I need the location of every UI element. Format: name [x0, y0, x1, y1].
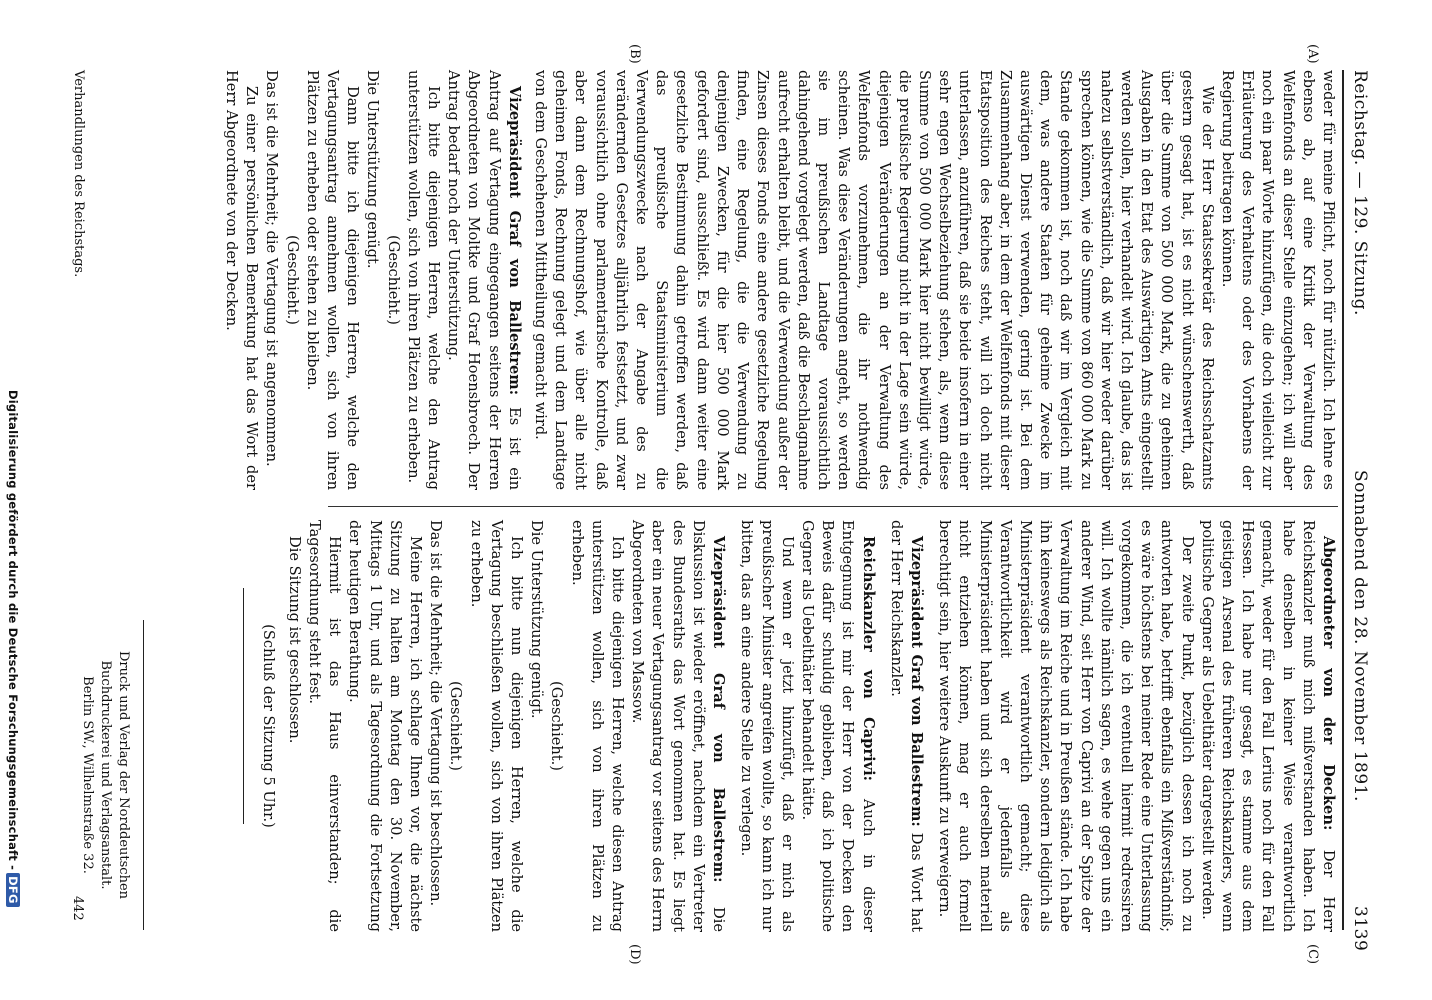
session-end: (Schluß der Sitzung 5 Uhr.): [259, 624, 277, 828]
paragraph: Ich bitte nun diejenigen Herren, welche die Vertagung beschließen wollen, sich von ihren Plätzen zu erheben.: [467, 520, 526, 932]
stage-direction: (Geschieht.): [384, 235, 402, 325]
paragraph: Und wenn er jetzt hinzufügt, daß er mich als preußischer Minister angreifen wollte, so kann ich nur bitten, das an eine andere Stelle zu verlegen.: [738, 520, 796, 932]
speech-text: Die Diskussion ist wieder eröffnet, nachdem ein Vertreter des Bundesraths das Wort genommen hat. Es liegt aber ein neuer Vertagungsantrag vor seitens des Herrn Abgeordneten von Massow.: [629, 520, 728, 933]
sheet-number: 442: [70, 896, 85, 921]
paragraph: Wie der Herr Staatssekretär des Reichsschatzamts gestern gesagt hat, ist es nicht wünschenswerth, daß über die Summe von 500 000 Mark, die zu geheimen Ausgaben in den Etat des Auswärtigen Amts eingestellt werden sollen, hier verhandelt wird. Ich glaube, das ist nahezu selbstverständlich, daß wir hier weder darüber sprechen können, wie die Summe von 860 000 Mark zu Stande gekommen ist, noch daß wir im Vergleich mit dem, was andere Staaten für geheime Zwecke im auswärtigen Dienst verwenden, gering ist. Bei dem Zusammenhang aber, in dem der Welfenfonds mit dieser Etatsposition des Reiches steht, will ich doch nicht unterlassen, anzuführen, daß sie beide insofern in einer sehr engen Wechselbeziehung stehen, als, wenn diese Summe von 500 000 Mark hier nicht bewilligt würde, die preußische Regierung nicht in der Lage sein würde, diejenigen Veränderungen an der Verwaltung des Welfenfonds vorzunehmen, die ihr nothwendig scheinen. Was diese Veränderungen angeht, so werden sie im preußischen Landtage voraussichtlich dahingehend vorgelegt werden, daß die Beschlagnahme aufrecht erhalten bleibt, und die Verwendung außer der Zinsen dieses Fonds eine andere gesetzliche Regelung finden, eine Regelung, die die Verwendung zu denjenigen Zwecken, für die hier 500 000 Mark gefordert sind, ausschließt. Es wird dann weiter eine gesetzliche Bestimmung dahin getroffen werden, daß das preußische Staatsministerium die Verwendungszwecke nach der Angabe des zu verändernden Gesetzes alljährlich festsetzt, und zwar voraussichtlich ohne parlamentarische Kontrolle, daß aber dann dem Rechnungshof, wie über alle nicht geheimen Fonds, Rechnung gelegt und dem Landtage von dem Geschehenen Mittheilung gemacht wird.: [532, 70, 1216, 490]
running-header-left: Reichstag. — 129. Sitzung.: [1350, 70, 1370, 316]
paragraph: Das ist die Mehrheit; die Vertagung ist angenommen.: [263, 70, 281, 467]
stage-direction: (Geschieht.): [447, 681, 465, 771]
speaker-name: Reichskanzler von Caprivi:: [859, 536, 877, 782]
paragraph: Ich bitte diejenigen Herren, welche diesen Antrag unterstützen wollen, sich von ihren Plätzen zu erheben.: [568, 520, 627, 932]
printer-imprint: [78, 620, 132, 930]
paragraph: Die Unterstützung genügt.: [528, 520, 546, 719]
page-number: 3139: [1350, 906, 1370, 952]
dfg-logo: DFG: [6, 873, 20, 906]
margin-mark-a: (A): [1305, 44, 1320, 64]
paragraph: weder für meine Pflicht, noch für nützlich. Ich lehne es ebenso ab, auf eine Kritik der Verwaltung des Welfenfonds an dieser Stelle einzugehen; ich will aber noch ein paar Worte hinzufügen, die doch vielleicht zur Erläuterung des Verhaltens oder des Vorhabens der Regierung beitragen können.: [1218, 70, 1337, 490]
paragraph: Hiermit ist das Haus einverstanden; die Tagesordnung steht fest.: [306, 520, 344, 932]
header-rule: [1343, 70, 1345, 930]
paragraph: Die Unterstützung genügt.: [364, 70, 382, 269]
printer-line-2: Berlin SW., Wilhelmstraße 32.: [80, 676, 95, 874]
speech-text: Der Herr Reichskanzler muß mich mißverstanden haben. Ich habe denselben in keiner Weise verantwortlich gemacht, weder für den Fall Lerius noch für den Fall Hessen. Ich habe nur gesagt, es stamme aus dem geistigen Arsenal des früheren Reichskanzlers, wenn politische Gegner als Uebelthäter dargestellt werden.: [1198, 520, 1337, 932]
paragraph: Meine Herren, ich schlage Ihnen vor, die nächste Sitzung zu halten am Montag den 30. November, Mittags 1 Uhr, und als Tagesordnung die Fortsetzung der heutigen Berathung.: [346, 520, 425, 932]
paragraph: Dann bitte ich diejenigen Herren, welche den Vertagungsantrag annehmen wollen, sich von ihren Plätzen zu erheben oder stehen zu bleiben.: [303, 70, 362, 490]
paragraph: Ich bitte diejenigen Herren, welche den Antrag unterstützen wollen, sich von ihren Plätzen zu erheben.: [404, 70, 443, 490]
right-column: [257, 520, 1338, 932]
speech-text: Das Wort hat der Herr Reichskanzler.: [887, 520, 925, 932]
margin-mark-c: (C): [1305, 944, 1320, 965]
paragraph: Das ist die Mehrheit; die Vertagung ist beschlossen.: [427, 520, 445, 907]
running-header-date: Sonnabend den 28. November 1891.: [1350, 470, 1370, 802]
imprint-rule: [143, 620, 144, 930]
stage-direction: (Geschieht.): [548, 681, 566, 771]
margin-mark-b: (B): [627, 44, 642, 64]
end-rule: [243, 588, 244, 824]
column-divider: [328, 506, 1338, 507]
speaker-name: Abgeordneter von der Decken:: [1320, 536, 1337, 831]
digitization-text: Digitalisierung gefördert durch die Deutsche Forschungsgemeinschaft -: [6, 390, 20, 871]
left-column: [221, 70, 1338, 490]
digitization-credit: [6, 390, 20, 907]
paragraph: Der zweite Punkt, bezüglich dessen ich noch zu antworten habe, betrifft ebenfalls ein Mißverständniß; es wäre höchstens bei meiner Rede eine Unterlassung vorgekommen, die ich eventuell hiermit redressiren will. Ich wollte nämlich sagen, es wehe gegen uns ein anderer Wind, seit Herr von Caprivi an der Spitze der Verwaltung im Reiche und in Preußen stände. Ich habe ihn keineswegs als Reichskanzler, sondern lediglich als Ministerpräsident verantwortlich gemacht; diese Verantwortlichkeit wird er jedenfalls als Ministerpräsident haben und sich derselben materiell nicht entziehen können, mag er auch formell berechtigt sein, hier weitere Auskunft zu verweigern.: [936, 520, 1196, 932]
paragraph: Die Sitzung ist geschlossen.: [285, 536, 303, 744]
printer-line-1: Druck und Verlag der Norddeutschen Buchdruckerei und Verlagsanstalt.: [98, 650, 131, 900]
stage-direction: (Geschieht.): [283, 235, 301, 325]
speaker-name: Vizepräsident Graf von Ballestrem:: [505, 86, 523, 396]
speaker-name: Vizepräsident Graf von Ballestrem:: [710, 536, 728, 883]
speech-text: Auch in dieser Entgegnung ist mir der Herr von der Decken den Beweis dafür schuldig geblieben, daß ich politische Gegner als Uebelthäter behandelt hätte.: [798, 520, 877, 933]
paragraph: Zu einer persönlichen Bemerkung hat das Wort der Herr Abgeordnete von der Decken.: [223, 70, 261, 490]
margin-mark-d: (D): [627, 944, 642, 965]
proceedings-footer: Verhandlungen des Reichstags.: [71, 70, 86, 278]
speaker-name: Vizepräsident Graf von Ballestrem:: [907, 536, 925, 827]
speech-text: Es ist ein Antrag auf Vertagung eingegangen seitens der Herren Abgeordneten von Moltke und Graf Hoensbroech. Der Antrag bedarf noch der Unterstützung.: [445, 70, 523, 490]
